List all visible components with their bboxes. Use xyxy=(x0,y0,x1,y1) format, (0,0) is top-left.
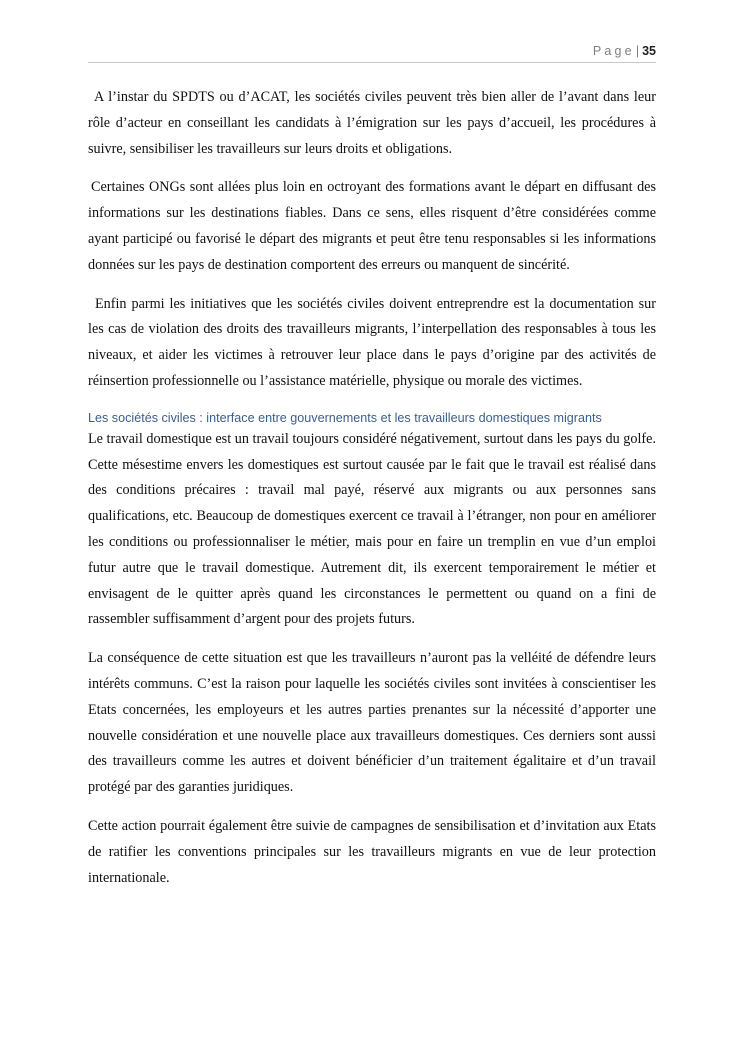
page-separator: | xyxy=(635,44,640,58)
paragraph-travail-domestique: Le travail domestique est un travail toujours considéré négativement, surtout dans les pays du golfe. Cette mésestime envers les domestiques est surtout causée par le fait que le travail est réalisé dans des conditions précaires : travail mal payé, réservé aux migrants ou aux personnes sans qualifications, etc. Beaucoup de domestiques exercent ce travail à l’étranger, non pour en améliorer les conditions ou professionnaliser le métier, mais pour en faire un tremplin en vue d’un emploi futur autre que le travail domestique. Autrement dit, ils exercent temporairement le métier et envisagent de le quitter après quand les circonstances le permettent ou quand on a fini de rassembler suffisamment d’argent pour des projets futurs. xyxy=(88,430,656,628)
section-heading: Les sociétés civiles : interface entre gouvernements et les travailleurs domestiques migrants xyxy=(88,410,602,425)
paragraph-action: Cette action pourrait également être suivie de campagnes de sensibilisation et d’invitation aux Etats de ratifier les conventions principales sur les travailleurs migrants en vue de leur protection internationale. xyxy=(88,817,656,886)
page-header xyxy=(88,44,656,63)
page-number: 35 xyxy=(642,44,656,58)
paragraph-ongs: Certaines ONGs sont allées plus loin en octroyant des formations avant le départ en diffusant des informations sur les destinations fiables. Dans ce sens, elles risquent d’être considérées comme ayant participé ou favorisé le départ des migrants et peut être tenu responsables si les informations données sur les pays de destination comportent des erreurs ou manquent de sincérité. xyxy=(88,179,656,273)
page-number-indicator xyxy=(593,44,656,58)
paragraph-spdts-acat: A l’instar du SPDTS ou d’ACAT, les sociétés civiles peuvent très bien aller de l’avant dans leur rôle d’acteur en conseillant les candidats à l’émigration sur les pays d’accueil, les procédures à suivre, sensibiliser les travailleurs sur leurs droits et obligations. xyxy=(88,89,656,157)
paragraph-initiatives: Enfin parmi les initiatives que les sociétés civiles doivent entreprendre est la documentation sur les cas de violation des droits des travailleurs migrants, l’interpellation des responsables à tous les niveaux, et aider les victimes à retrouver leur place dans le pays d’origine par des activités de réinsertion professionnelle ou l’assistance matérielle, physique ou morale des victimes. xyxy=(88,295,656,389)
page-label: Page xyxy=(592,44,635,58)
document-body xyxy=(88,85,656,904)
paragraph-consequence: La conséquence de cette situation est que les travailleurs n’auront pas la velléité de défendre leurs intérêts communs. C’est la raison pour laquelle les sociétés civiles sont invitées à conscientiser les Etats concernées, les employeurs et les autres parties prenantes sur la nécessité d’apporter une nouvelle considération et une nouvelle place aux travailleurs domestiques. Ces derniers sont aussi des travailleurs comme les autres et doivent bénéficier d’un traitement égalitaire et d’un travail protégé par des garanties juridiques. xyxy=(88,650,656,796)
